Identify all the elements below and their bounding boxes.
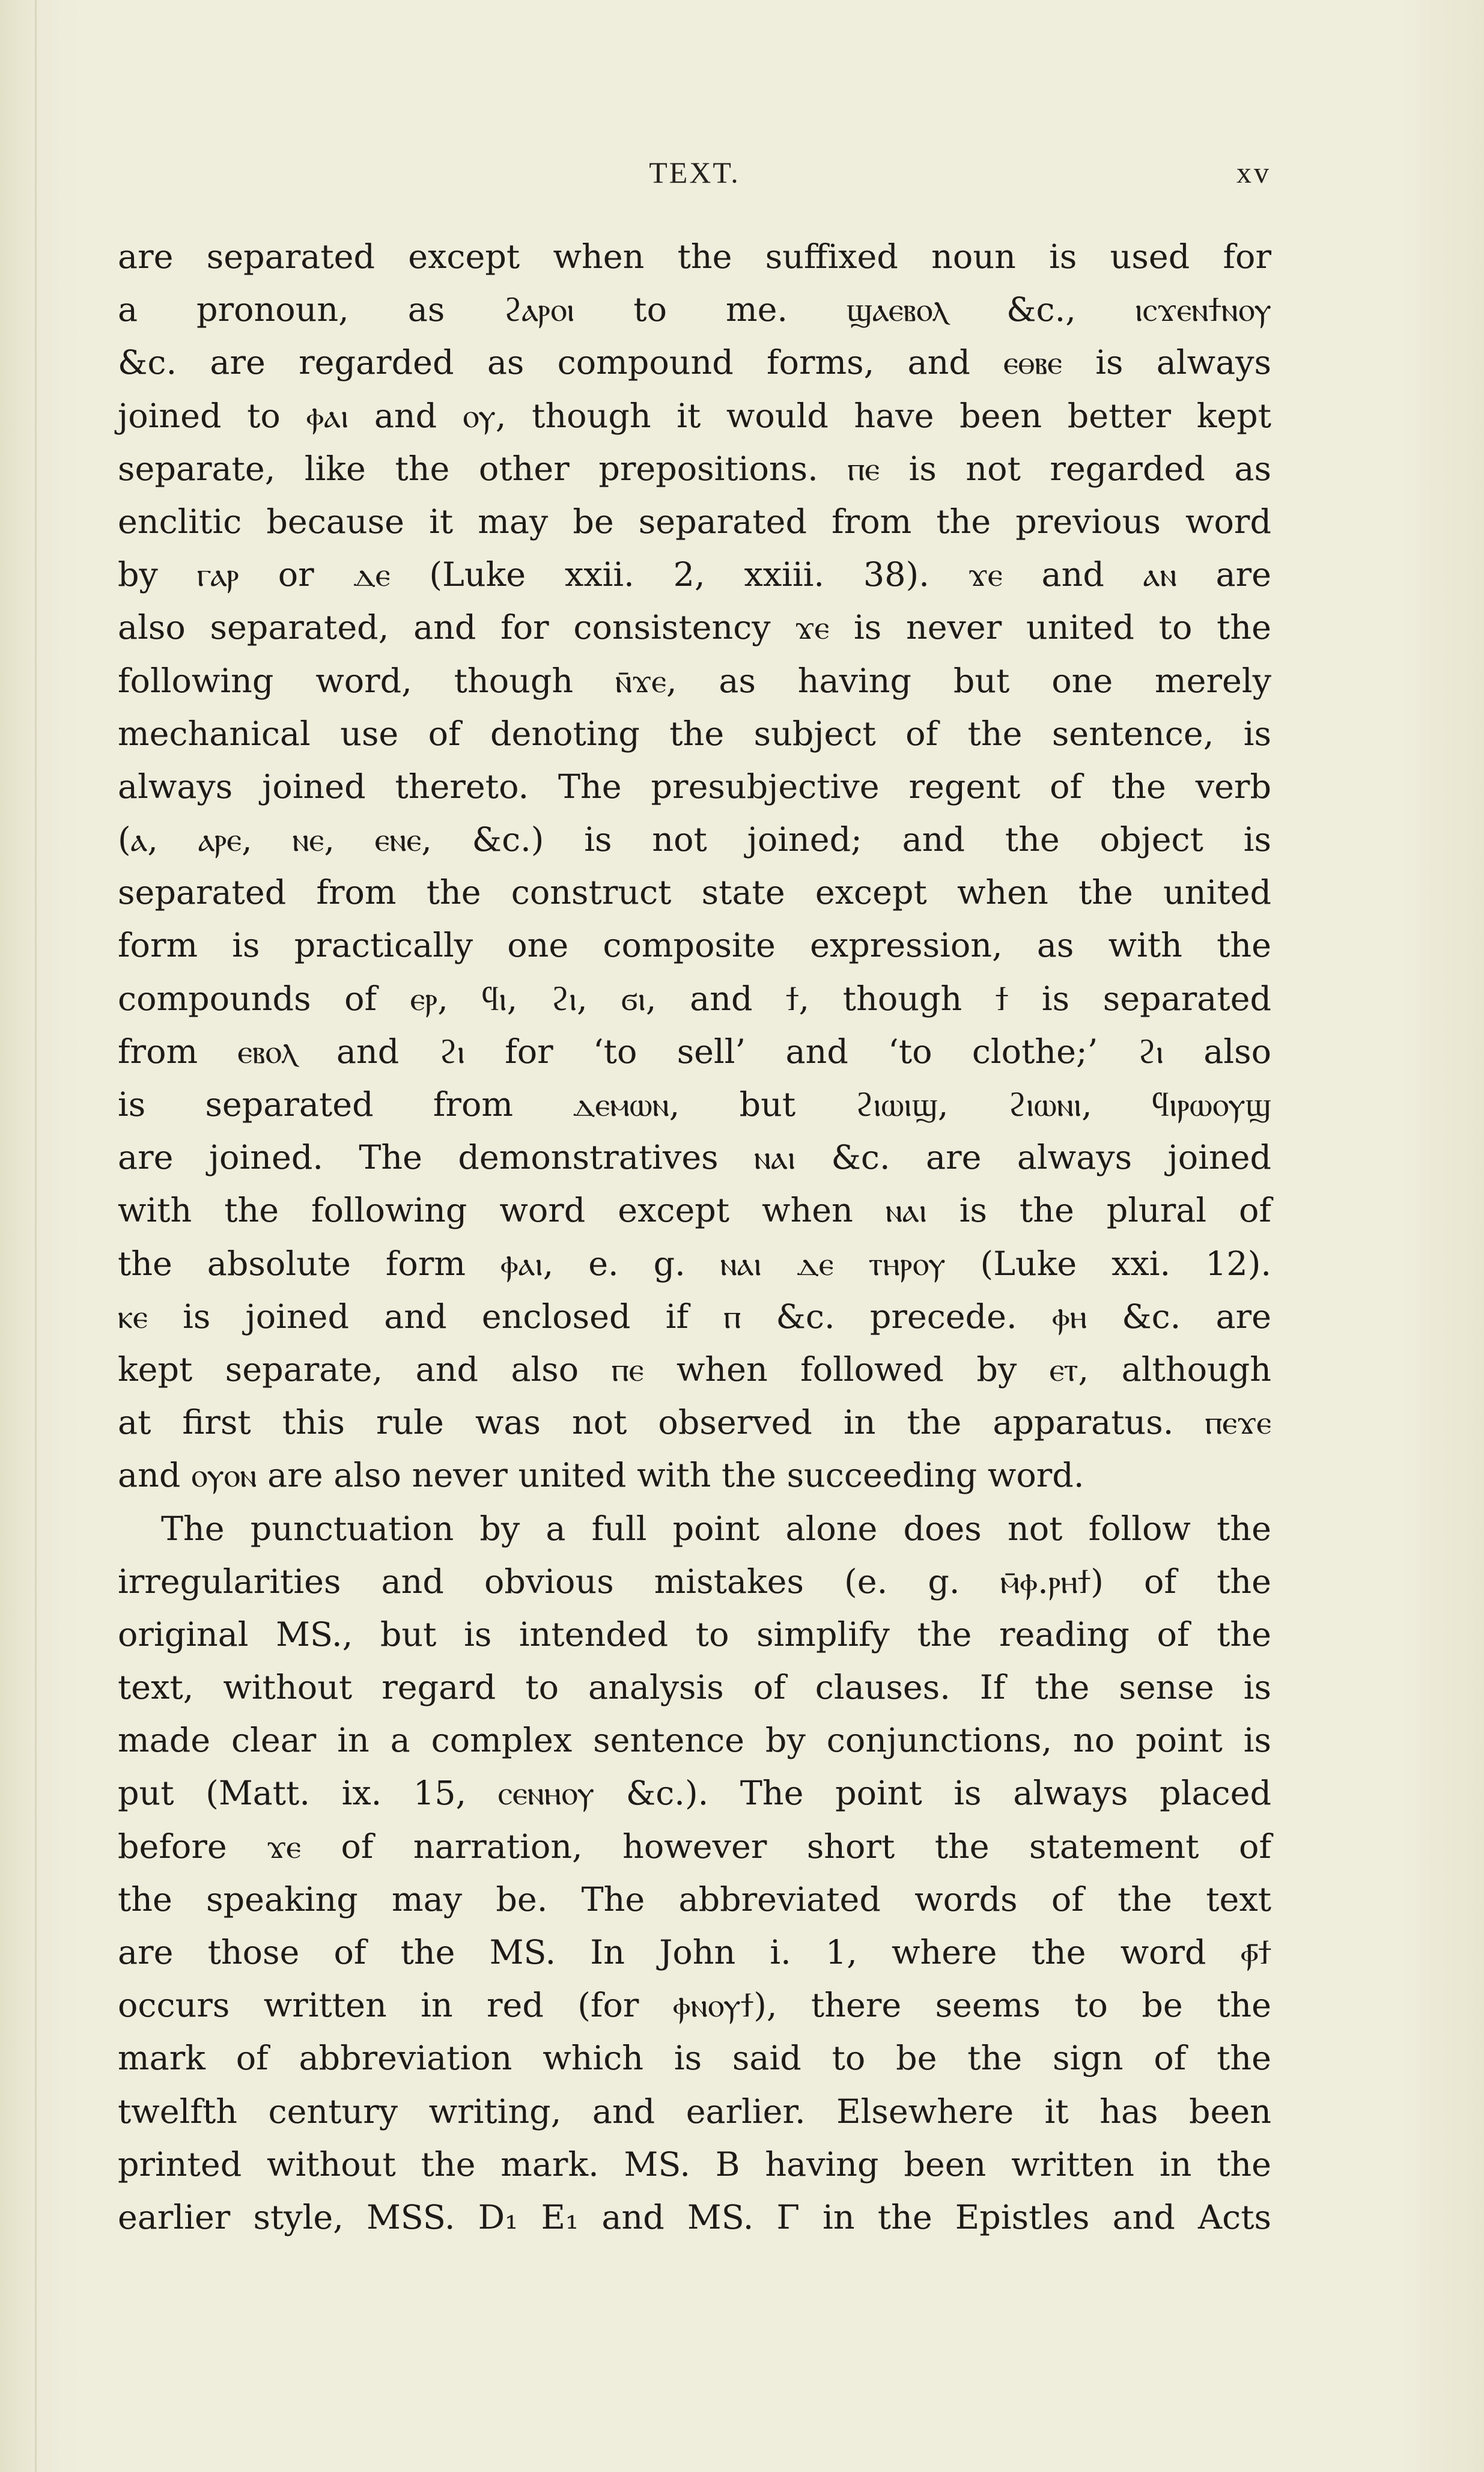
text-line: are joined. The demonstratives ⲛⲁⲓ &c. are always joined <box>118 1138 1271 1178</box>
text-line: ⲕⲉ is joined and enclosed if ⲡ &c. precede. ⲫⲏ &c. are <box>118 1297 1271 1336</box>
text-line: kept separate, and also ⲡⲉ when followed by ⲉⲧ, although <box>118 1350 1271 1389</box>
text-line: irregularities and obvious mistakes (e. g. ⲙ̄ⲫ.ⲣⲏϯ) of the <box>118 1562 1271 1601</box>
running-head-title: TEXT. <box>649 156 740 189</box>
text-line: compounds of ⲉⲣ, ϥⲓ, ϩⲓ, ϭⲓ, and ϯ, though ϯ is separated <box>118 979 1271 1018</box>
text-line: the absolute form ⲫⲁⲓ, e. g. ⲛⲁⲓ ⲇⲉ ⲧⲏⲣⲟⲩ (Luke xxi. 12). <box>118 1244 1271 1283</box>
text-line: put (Matt. ix. 15, ⲥⲉⲛⲏⲟⲩ &c.). The point is always placed <box>118 1774 1271 1813</box>
text-line: following word, though ⲛ̄ϫⲉ, as having but one merely <box>118 661 1271 701</box>
text-line: form is practically one composite expression, as with the <box>118 926 1271 966</box>
text-line: always joined thereto. The presubjective regent of the verb <box>118 767 1271 806</box>
text-line: are those of the MS. In John i. 1, where the word ⲫ̄ϯ <box>118 1933 1271 1972</box>
running-head <box>118 155 1271 203</box>
text-line: are separated except when the suffixed noun is used for <box>118 237 1271 276</box>
text-line: is separated from ⲇⲉⲙⲱⲛ, but ϩⲓⲱⲓϣ, ϩⲓⲱⲛⲓ, ϥⲓⲣⲱⲟⲩϣ <box>118 1085 1271 1124</box>
text-line: mark of abbreviation which is said to be the sign of the <box>118 2039 1271 2078</box>
text-line: the speaking may be. The abbreviated words of the text <box>118 1880 1271 1919</box>
text-line: (ⲁ, ⲁⲣⲉ, ⲛⲉ, ⲉⲛⲉ, &c.) is not joined; and the object is <box>118 820 1271 860</box>
text-line: printed without the mark. MS. B having been written in the <box>118 2145 1271 2184</box>
text-line: from ⲉⲃⲟⲗ and ϩⲓ for ‘to sell’ and ‘to clothe;’ ϩⲓ also <box>118 1032 1271 1071</box>
text-line: at first this rule was not observed in the apparatus. ⲡⲉϫⲉ <box>118 1403 1271 1443</box>
body-text <box>118 231 1271 2244</box>
text-line: made clear in a complex sentence by conjunctions, no point is <box>118 1721 1271 1761</box>
text-line: and ⲟⲩⲟⲛ are also never united with the succeeding word. <box>118 1456 1084 1496</box>
text-line: twelfth century writing, and earlier. Elsewhere it has been <box>118 2092 1271 2131</box>
text-line: &c. are regarded as compound forms, and ⲉⲑⲃⲉ is always <box>118 343 1271 383</box>
text-line: separated from the construct state except when the united <box>118 873 1271 913</box>
text-line: enclitic because it may be separated from the previous word <box>118 502 1271 541</box>
text-line: earlier style, MSS. D₁ E₁ and MS. Γ in the Epistles and Acts <box>118 2197 1271 2237</box>
text-line: joined to ⲫⲁⲓ and ⲟⲩ, though it would have been better kept <box>118 396 1271 436</box>
text-line: original MS., but is intended to simplify the reading of the <box>118 1615 1271 1654</box>
text-line: mechanical use of denoting the subject of the sentence, is <box>118 714 1271 753</box>
text-line: with the following word except when ⲛⲁⲓ is the plural of <box>118 1191 1271 1231</box>
text-line: by ⲅⲁⲣ or ⲇⲉ (Luke xxii. 2, xxiii. 38). ϫⲉ and ⲁⲛ are <box>118 555 1271 595</box>
text-line: The punctuation by a full point alone does not follow the <box>161 1509 1271 1548</box>
binding-gutter <box>35 0 37 2472</box>
text-line: before ϫⲉ of narration, however short the statement of <box>118 1827 1271 1866</box>
text-line: also separated, and for consistency ϫⲉ is never united to the <box>118 608 1271 648</box>
page-number: xv <box>1236 156 1271 189</box>
text-line: a pronoun, as ϩⲁⲣⲟⲓ to me. ϣⲁⲉⲃⲟⲗ &c., ⲓⲥϫⲉⲛϯⲛⲟⲩ <box>118 290 1271 330</box>
text-line: text, without regard to analysis of clauses. If the sense is <box>118 1668 1271 1708</box>
text-line: separate, like the other prepositions. ⲡⲉ is not regarded as <box>118 449 1271 489</box>
text-line: occurs written in red (for ⲫⲛⲟⲩϯ), there seems to be the <box>118 1986 1271 2026</box>
